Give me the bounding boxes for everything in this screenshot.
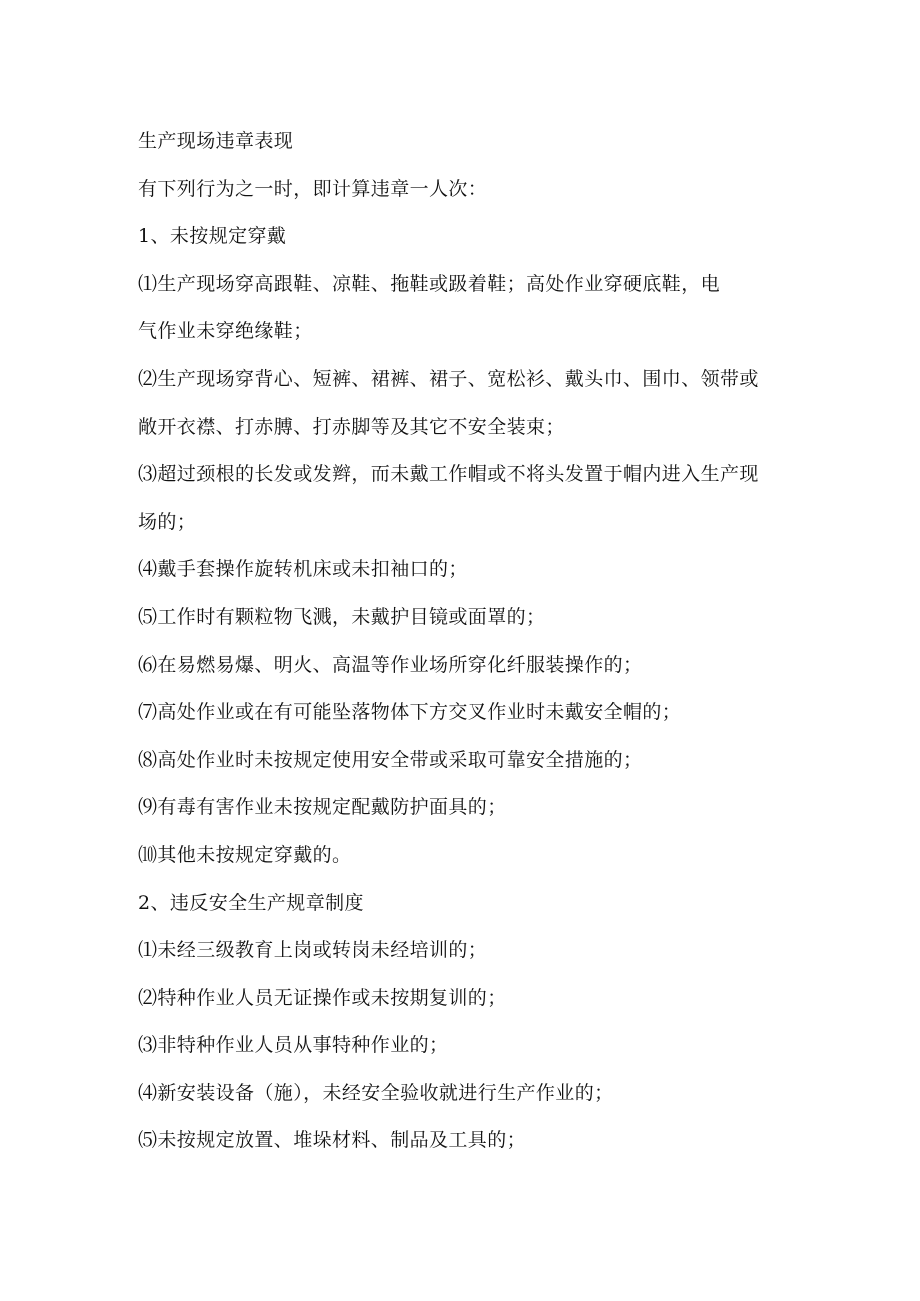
list-item: ⑶非特种作业人员从事特种作业的； xyxy=(138,1034,449,1057)
list-item: ⑶超过颈根的长发或发辫，而未戴工作帽或不将头发置于帽内进入生产现 xyxy=(138,463,759,486)
intro-paragraph: 有下列行为之一时，即计算违章一人次： xyxy=(138,177,488,200)
section-heading: 1、未按规定穿戴 xyxy=(138,225,287,248)
list-item: ⑴未经三级教育上岗或转岗未经培训的； xyxy=(138,939,488,962)
list-item: ⑼有毒有害作业未按规定配戴防护面具的； xyxy=(138,796,507,819)
list-item: ⑵生产现场穿背心、短裤、裙裤、裙子、宽松衫、戴头巾、围巾、领带或 xyxy=(138,367,759,390)
list-item-continuation: 气作业未穿绝缘鞋； xyxy=(138,320,313,343)
list-item: ⑻高处作业时未按规定使用安全带或采取可靠安全措施的； xyxy=(138,748,643,771)
list-item: ⑺高处作业或在有可能坠落物体下方交叉作业时未戴安全帽的； xyxy=(138,701,682,724)
list-item: ⑷新安装设备（施），未经安全验收就进行生产作业的； xyxy=(138,1081,614,1104)
list-item: ⑹在易燃易爆、明火、高温等作业场所穿化纤服装操作的； xyxy=(138,653,643,676)
document-body xyxy=(138,118,798,1165)
section-heading: 2、违反安全生产规章制度 xyxy=(138,891,364,914)
list-item: ⑵特种作业人员无证操作或未按期复训的； xyxy=(138,986,507,1009)
list-item: ⑸工作时有颗粒物飞溅，未戴护目镜或面罩的； xyxy=(138,605,546,628)
list-item: ⑸未按规定放置、堆垛材料、制品及工具的； xyxy=(138,1129,527,1152)
list-item-continuation: 场的； xyxy=(138,510,197,533)
list-item: ⑴生产现场穿高跟鞋、凉鞋、拖鞋或趿着鞋；高处作业穿硬底鞋，电 xyxy=(138,272,721,295)
list-item: ⑷戴手套操作旋转机床或未扣袖口的； xyxy=(138,558,468,581)
list-item-continuation: 敞开衣襟、打赤膊、打赤脚等及其它不安全装束； xyxy=(138,415,565,438)
list-item: ⑽其他未按规定穿戴的。 xyxy=(138,843,352,866)
document-title: 生产现场违章表现 xyxy=(138,130,294,152)
